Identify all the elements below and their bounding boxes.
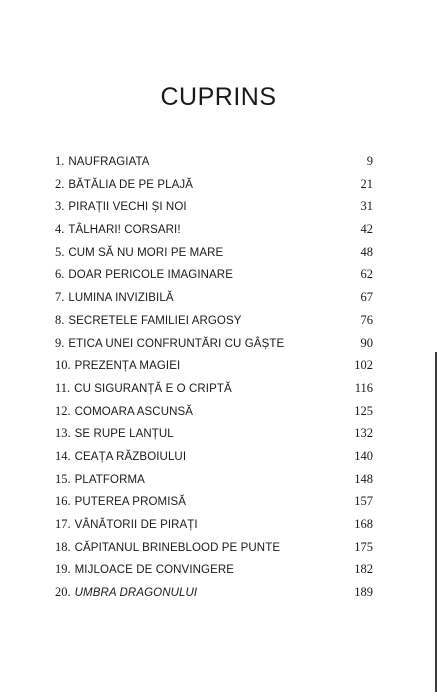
chapter-number: 13. bbox=[55, 426, 71, 441]
chapter-title: PIRAȚII VECHI ȘI NOI bbox=[68, 201, 187, 214]
chapter-title: VÂNĂTORII DE PIRAȚI bbox=[74, 519, 198, 531]
chapter-page: 116 bbox=[354, 380, 373, 395]
toc-entry bbox=[55, 422, 373, 445]
chapter-title: CĂPITANUL BRINEBLOOD PE PUNTE bbox=[74, 541, 281, 554]
chapter-number: 3. bbox=[55, 199, 65, 214]
chapter-number: 1. bbox=[55, 154, 65, 168]
chapter-number: 6. bbox=[55, 267, 65, 282]
chapter-title: CU SIGURANȚĂ E O CRIPTĂ bbox=[74, 382, 232, 395]
toc-entry bbox=[55, 445, 373, 468]
chapter-title: BĂTĂLIA DE PE PLAJĂ bbox=[68, 178, 193, 191]
chapter-title: COMOARA ASCUNSĂ bbox=[74, 405, 194, 418]
chapter-number: 7. bbox=[55, 290, 65, 305]
toc-entry bbox=[55, 468, 373, 491]
chapter-number: 10. bbox=[55, 358, 71, 373]
chapter-page: 157 bbox=[354, 494, 373, 509]
toc-entry bbox=[55, 536, 373, 559]
chapter-number: 20. bbox=[55, 585, 71, 600]
chapter-page: 76 bbox=[360, 312, 373, 327]
toc-entry bbox=[55, 241, 373, 264]
chapter-title: TÂLHARI! CORSARI! bbox=[68, 224, 181, 237]
chapter-number: 11. bbox=[55, 380, 71, 395]
chapter-page: 132 bbox=[354, 426, 373, 441]
toc-entry bbox=[55, 513, 373, 536]
chapter-number: 19. bbox=[55, 562, 71, 577]
chapter-page: 182 bbox=[354, 562, 373, 577]
chapter-title: DOAR PERICOLE IMAGINARE bbox=[68, 269, 233, 282]
chapter-number: 15. bbox=[55, 471, 71, 486]
chapter-page: 42 bbox=[360, 222, 373, 237]
chapter-number: 16. bbox=[55, 494, 71, 509]
chapter-number: 18. bbox=[55, 539, 71, 554]
chapter-page: 90 bbox=[360, 335, 373, 350]
chapter-page: 31 bbox=[360, 199, 373, 214]
chapter-title: PUTEREA PROMISĂ bbox=[74, 496, 187, 509]
toc-entry bbox=[55, 218, 373, 241]
toc-entry bbox=[55, 400, 373, 423]
chapter-page: 62 bbox=[360, 267, 373, 282]
chapter-title: CEAȚA RĂZBOIULUI bbox=[74, 450, 187, 463]
chapter-number: 14. bbox=[55, 448, 71, 463]
page-title: CUPRINS bbox=[160, 82, 277, 111]
chapter-title: PREZENȚA MAGIEI bbox=[74, 360, 181, 373]
chapter-title: PLATFORMA bbox=[74, 473, 145, 486]
toc-entry bbox=[55, 332, 373, 355]
chapter-page: 125 bbox=[354, 403, 373, 418]
chapter-page: 140 bbox=[354, 448, 373, 463]
toc-entry bbox=[55, 581, 373, 604]
toc-entry bbox=[55, 286, 373, 309]
chapter-title: ETICA UNEI CONFRUNTĂRI CU GÂȘTE bbox=[68, 337, 285, 350]
toc-entry bbox=[55, 263, 373, 286]
chapter-page: 189 bbox=[354, 585, 373, 600]
chapter-page: 102 bbox=[354, 358, 373, 373]
chapter-number: 17. bbox=[55, 517, 71, 531]
chapter-number: 4. bbox=[55, 222, 65, 237]
chapter-page: 148 bbox=[354, 471, 373, 486]
table-of-contents bbox=[55, 150, 373, 604]
toc-entry bbox=[55, 150, 373, 173]
toc-entry bbox=[55, 490, 373, 513]
toc-entry bbox=[55, 173, 373, 196]
toc-entry bbox=[55, 195, 373, 218]
chapter-title: MIJLOACE DE CONVINGERE bbox=[74, 564, 235, 577]
chapter-page: 67 bbox=[360, 290, 373, 305]
chapter-page: 9 bbox=[366, 154, 373, 168]
toc-entry bbox=[55, 558, 373, 581]
chapter-number: 2. bbox=[55, 176, 65, 191]
toc-entry bbox=[55, 309, 373, 332]
chapter-page: 48 bbox=[360, 244, 373, 259]
toc-entry bbox=[55, 377, 373, 400]
chapter-title: LUMINA INVIZIBILĂ bbox=[68, 292, 174, 305]
chapter-page: 168 bbox=[354, 517, 373, 531]
chapter-page: 175 bbox=[354, 539, 373, 554]
toc-entry bbox=[55, 354, 373, 377]
chapter-title: SECRETELE FAMILIEI ARGOSY bbox=[68, 314, 242, 327]
chapter-number: 8. bbox=[55, 312, 65, 327]
chapter-title: CUM SĂ NU MORI PE MARE bbox=[68, 246, 224, 259]
chapter-number: 5. bbox=[55, 244, 65, 259]
chapter-title: UMBRA DRAGONULUI bbox=[74, 587, 198, 600]
chapter-title: SE RUPE LANȚUL bbox=[74, 428, 174, 441]
chapter-number: 9. bbox=[55, 335, 65, 350]
chapter-number: 12. bbox=[55, 403, 71, 418]
chapter-title: NAUFRAGIATA bbox=[68, 156, 150, 168]
chapter-page: 21 bbox=[360, 176, 373, 191]
